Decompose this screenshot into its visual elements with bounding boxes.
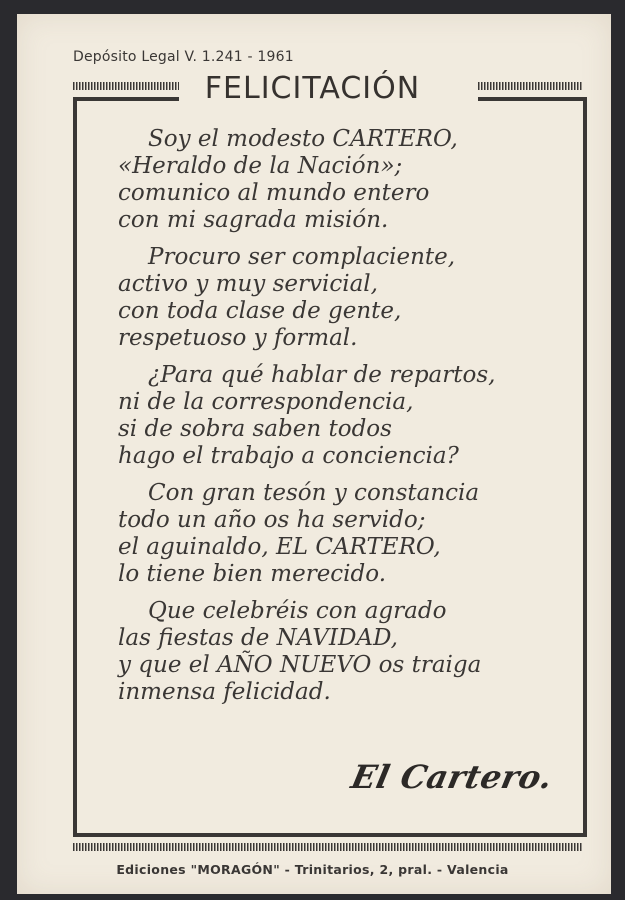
poem-line: inmensa felicidad.	[118, 679, 331, 705]
top-left-ornament	[73, 82, 179, 90]
stanza-5	[118, 598, 558, 706]
poem-line: todo un año os ha servido;	[118, 507, 426, 533]
poem-line: ni de la correspondencia,	[118, 389, 414, 415]
poem-line: activo y muy servicial,	[118, 271, 378, 297]
poem	[118, 126, 558, 716]
poem-line: el aguinaldo, EL CARTERO,	[118, 534, 441, 560]
publisher-footer: Ediciones "MORAGÓN" - Trinitarios, 2, pral. - Valencia	[116, 862, 509, 877]
poem-line: Procuro ser complaciente,	[148, 244, 456, 270]
poem-line: respetuoso y formal.	[118, 325, 358, 351]
poem-line: «Heraldo de la Nación»;	[118, 153, 403, 179]
bottom-ornament	[73, 843, 583, 851]
poem-line: con toda clase de gente,	[118, 298, 402, 324]
poem-line: con mi sagrada misión.	[118, 207, 389, 233]
poem-line: y que el AÑO NUEVO os traiga	[118, 652, 482, 678]
legal-deposit: Depósito Legal V. 1.241 - 1961	[73, 49, 294, 65]
stanza-3	[118, 362, 558, 470]
poem-line: lo tiene bien merecido.	[118, 561, 387, 587]
stanza-2	[118, 244, 558, 352]
signature: El Cartero.	[347, 758, 557, 796]
stanza-1	[118, 126, 558, 234]
poem-line: comunico al mundo entero	[118, 180, 430, 206]
page-title: FELICITACIÓN	[204, 71, 421, 106]
poem-line: Con gran tesón y constancia	[148, 480, 480, 506]
poem-line: Soy el modesto CARTERO,	[148, 126, 458, 152]
poem-line: hago el trabajo a conciencia?	[118, 443, 459, 469]
stanza-4	[118, 480, 558, 588]
poem-line: si de sobra saben todos	[118, 416, 392, 442]
poem-line: ¿Para qué hablar de repartos,	[148, 362, 496, 388]
poem-line: las fiestas de NAVIDAD,	[118, 625, 398, 651]
top-right-ornament	[478, 82, 583, 90]
poem-line: Que celebréis con agrado	[148, 598, 447, 624]
